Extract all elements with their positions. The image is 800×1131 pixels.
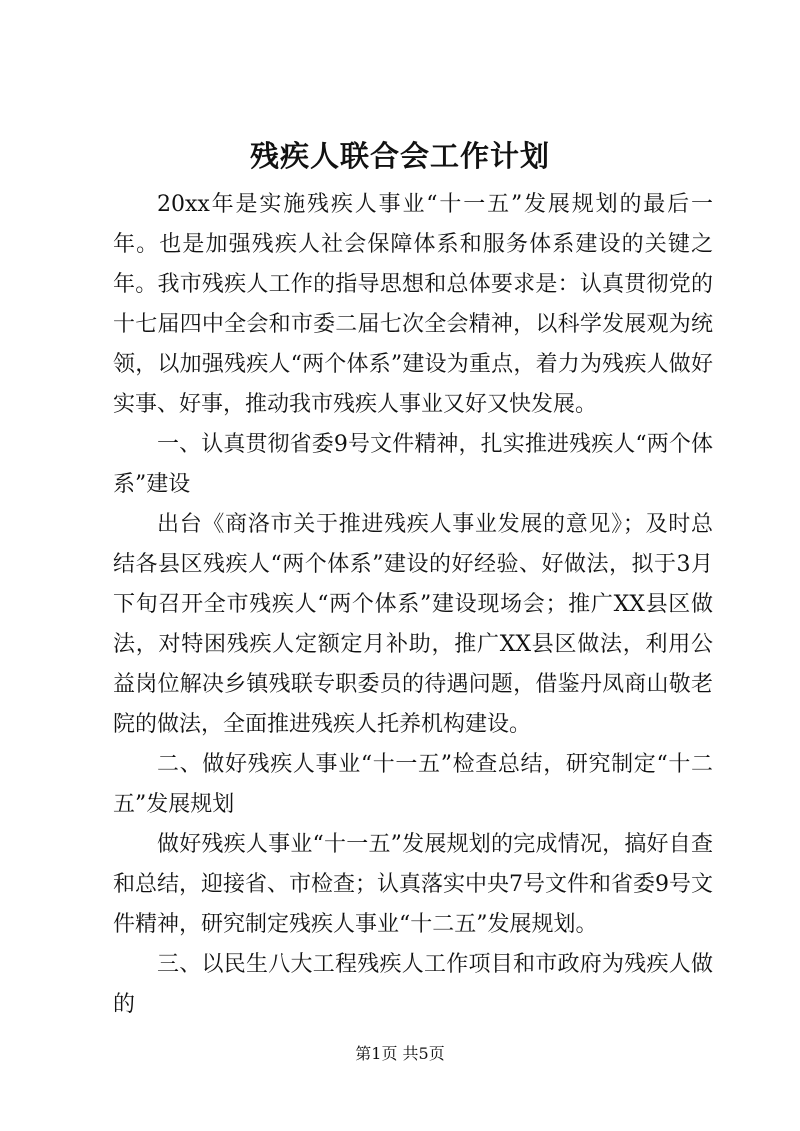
section-heading-1: 一、认真贯彻省委9号文件精神，扎实推进残疾人“两个体系”建设 <box>113 432 713 497</box>
page-footer: 第1页 共5页 <box>355 1044 445 1063</box>
section-heading-2: 二、做好残疾人事业“十一五”检查总结，研究制定“十二五”发展规划 <box>113 752 713 817</box>
paragraph-section-2: 做好残疾人事业“十一五”发展规划的完成情况，搞好自查和总结，迎接省、市检查；认真落实中央7号文件和省委9号文件精神，研究制定残疾人事业“十二五”发展规划。 <box>113 832 713 937</box>
paragraph-section-1: 出台《商洛市关于推进残疾人事业发展的意见》；及时总结各县区残疾人“两个体系”建设的好经验、好做法，拟于3月下旬召开全市残疾人“两个体系”建设现场会；推广XX县区做法，对特困残疾人定额定月补助，推广XX县区做法，利用公益岗位解决乡镇残联专职委员的待遇问题，借鉴丹凤商山敬老院的做法，全面推进残疾人托养机构建设。 <box>113 512 713 737</box>
document-body <box>113 185 713 1025</box>
section-heading-3: 三、以民生八大工程残疾人工作项目和市政府为残疾人做的 <box>113 952 713 1017</box>
document-title: 残疾人联合会工作计划 <box>249 139 550 173</box>
paragraph-intro: 20xx年是实施残疾人事业“十一五”发展规划的最后一年。也是加强残疾人社会保障体系和服务体系建设的关键之年。我市残疾人工作的指导思想和总体要求是：认真贯彻党的十七届四中全会和市委二届七次全会精神，以科学发展观为统领，以加强残疾人“两个体系”建设为重点，着力为残疾人做好实事、好事，推动我市残疾人事业又好又快发展。 <box>113 192 713 417</box>
